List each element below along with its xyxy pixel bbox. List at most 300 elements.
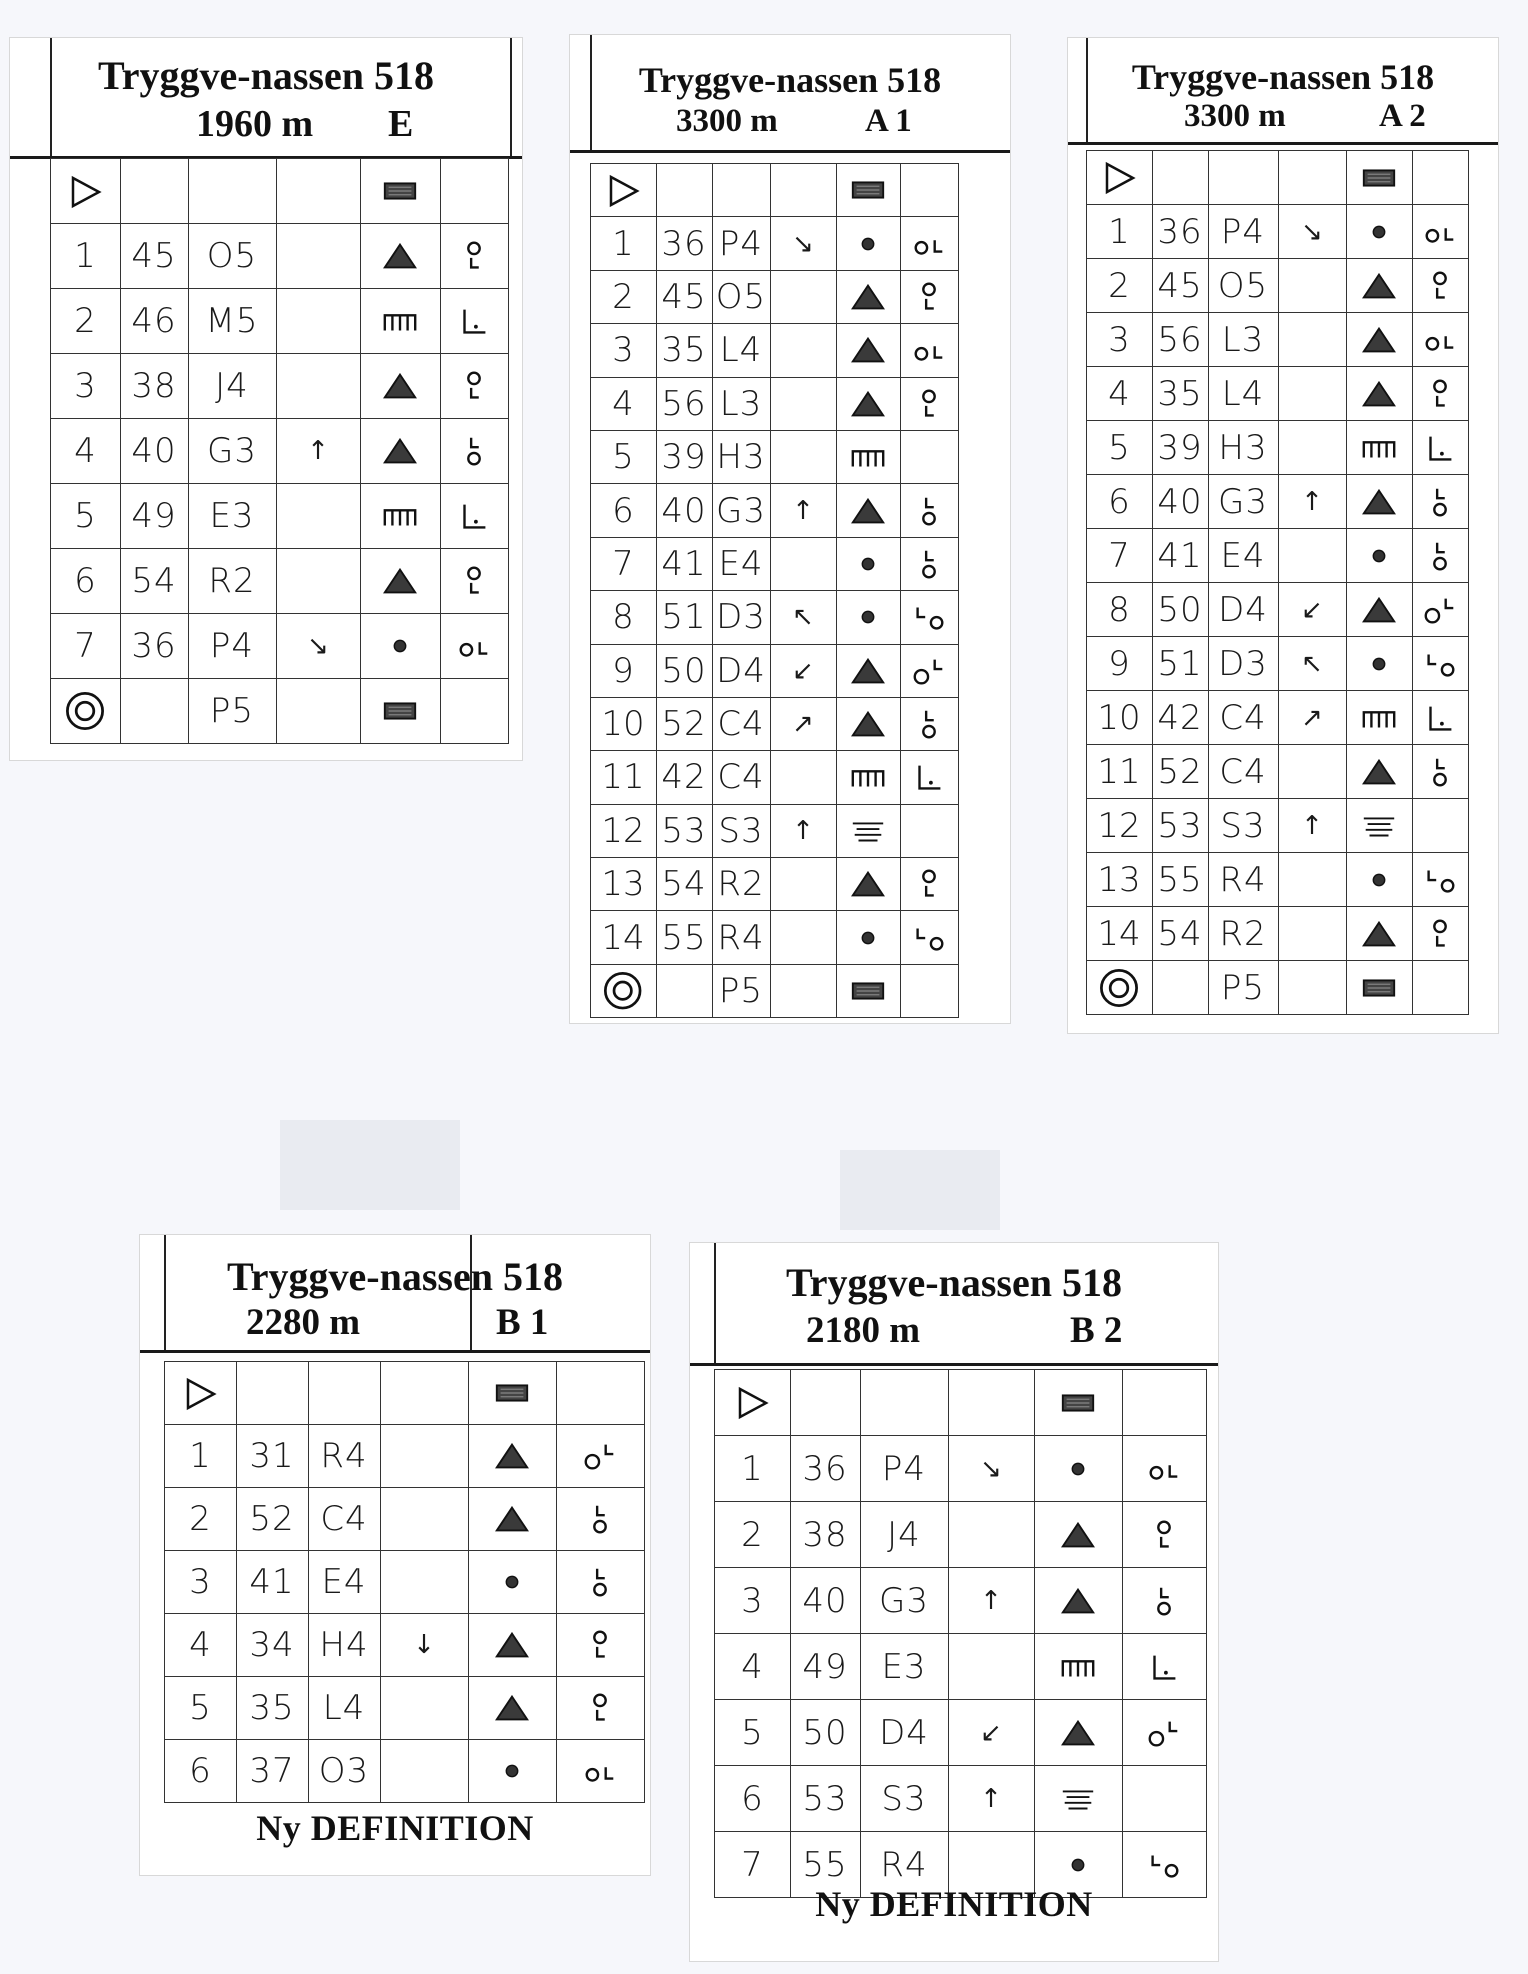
control-number: 11	[1086, 745, 1152, 799]
flag-position-o-over-l-icon	[1412, 259, 1468, 313]
direction-arrow-icon	[770, 377, 836, 430]
control-number: 4	[164, 1614, 236, 1677]
control-code	[1152, 151, 1208, 205]
control-number: 2	[714, 1502, 790, 1568]
flag-position-l-over-o-icon	[900, 697, 958, 750]
control-number: 11	[590, 751, 656, 804]
flag-position-icon	[900, 430, 958, 483]
control-code: 49	[790, 1634, 860, 1700]
map-square: R4	[712, 911, 770, 964]
flag-position-l-over-o-icon	[556, 1551, 644, 1614]
direction-arrow-icon: ↘	[276, 614, 360, 679]
margin-cell	[10, 484, 50, 549]
control-number: 5	[714, 1700, 790, 1766]
control-row	[10, 354, 508, 419]
flag-position-ol-icon	[556, 1740, 644, 1803]
boulder-triangle-icon	[836, 644, 900, 697]
direction-arrow-icon	[276, 679, 360, 744]
control-code: 40	[656, 484, 712, 537]
map-square: D4	[1208, 583, 1278, 637]
course-title: Tryggve-nassen 518	[227, 1254, 563, 1299]
flag-position-ol-icon	[900, 324, 958, 377]
margin-cell	[570, 377, 590, 430]
flag-position-o-over-l-icon	[440, 354, 508, 419]
control-row	[570, 484, 958, 537]
direction-arrow-icon: ↗	[1278, 691, 1346, 745]
control-row	[1068, 367, 1468, 421]
control-number: 8	[590, 591, 656, 644]
margin-cell	[1068, 313, 1086, 367]
map-square: D3	[712, 591, 770, 644]
direction-arrow-icon	[770, 537, 836, 590]
flag-position-o-over-l-icon	[556, 1677, 644, 1740]
control-code: 53	[1152, 799, 1208, 853]
finish-circle-icon	[50, 679, 120, 744]
margin-cell	[690, 1502, 714, 1568]
fence-symbol-icon	[360, 289, 440, 354]
control-code: 52	[656, 697, 712, 750]
control-number: 7	[590, 537, 656, 590]
direction-arrow-icon	[380, 1677, 468, 1740]
control-row	[570, 377, 958, 430]
card-header	[140, 1235, 650, 1353]
control-row	[1068, 529, 1468, 583]
control-code: 54	[120, 549, 188, 614]
control-row	[140, 1677, 644, 1740]
course-code: B 1	[496, 1302, 549, 1343]
control-card-B1	[140, 1235, 650, 1875]
control-row	[140, 1551, 644, 1614]
direction-arrow-icon	[1278, 421, 1346, 475]
direction-arrow-icon	[948, 1370, 1034, 1436]
map-square: D4	[860, 1700, 948, 1766]
boulder-triangle-icon	[468, 1614, 556, 1677]
control-number: 3	[50, 354, 120, 419]
boulder-triangle-icon	[1034, 1700, 1122, 1766]
control-code: 36	[790, 1436, 860, 1502]
flag-position-o-over-l-icon	[440, 224, 508, 289]
control-row	[570, 591, 958, 644]
fence-symbol-icon	[1346, 421, 1412, 475]
finish-row	[1068, 961, 1468, 1015]
map-square: G3	[860, 1568, 948, 1634]
flag-position-ol-up-icon	[900, 644, 958, 697]
boulder-triangle-icon	[836, 324, 900, 377]
boulder-triangle-icon	[1346, 475, 1412, 529]
margin-cell	[690, 1700, 714, 1766]
dot-feature-icon	[836, 591, 900, 644]
margin-cell	[570, 430, 590, 483]
control-card-A2	[1068, 38, 1498, 1033]
margin-cell	[690, 1436, 714, 1502]
course-length: 3300 m	[1184, 98, 1286, 134]
finish-row	[10, 679, 508, 744]
flag-position-ol-up-icon	[556, 1425, 644, 1488]
control-code: 34	[236, 1614, 308, 1677]
control-number: 9	[1086, 637, 1152, 691]
description-table	[10, 158, 509, 744]
control-number: 6	[1086, 475, 1152, 529]
flag-position-l-over-o-icon	[900, 537, 958, 590]
map-square: S3	[712, 804, 770, 857]
description-table	[140, 1361, 645, 1803]
control-row	[10, 549, 508, 614]
map-square	[1208, 151, 1278, 205]
control-code: 35	[1152, 367, 1208, 421]
direction-arrow-icon	[380, 1425, 468, 1488]
control-code: 45	[1152, 259, 1208, 313]
boulder-triangle-icon	[836, 697, 900, 750]
flag-position-icon	[1412, 961, 1468, 1015]
control-number: 4	[1086, 367, 1152, 421]
dot-feature-icon	[468, 1551, 556, 1614]
control-row	[140, 1740, 644, 1803]
margin-cell	[140, 1677, 164, 1740]
flag-position-l-over-o-icon	[1122, 1568, 1206, 1634]
flag-position-lo-icon	[900, 911, 958, 964]
flag-position-l-over-o-icon	[440, 419, 508, 484]
course-code: E	[388, 103, 414, 145]
control-code	[120, 159, 188, 224]
start-triangle-icon	[50, 159, 120, 224]
control-row	[10, 289, 508, 354]
control-code: 37	[236, 1740, 308, 1803]
margin-cell	[1068, 745, 1086, 799]
direction-arrow-icon: ↑	[276, 419, 360, 484]
control-number: 14	[1086, 907, 1152, 961]
direction-arrow-icon	[380, 1362, 468, 1425]
margin-cell	[140, 1740, 164, 1803]
control-code: 36	[120, 614, 188, 679]
control-code: 46	[120, 289, 188, 354]
control-row	[570, 430, 958, 483]
control-number: 13	[1086, 853, 1152, 907]
control-code: 56	[656, 377, 712, 430]
control-number: 1	[714, 1436, 790, 1502]
direction-arrow-icon	[770, 270, 836, 323]
direction-arrow-icon: ↑	[770, 804, 836, 857]
control-number: 3	[590, 324, 656, 377]
flag-position-ol-up-icon	[1122, 1700, 1206, 1766]
control-number: 10	[1086, 691, 1152, 745]
control-row	[1068, 637, 1468, 691]
control-row	[1068, 259, 1468, 313]
margin-cell	[1068, 853, 1086, 907]
map-square: O3	[308, 1740, 380, 1803]
direction-arrow-icon	[276, 289, 360, 354]
margin-cell	[1068, 475, 1086, 529]
margin-cell	[570, 964, 590, 1017]
control-number: 4	[714, 1634, 790, 1700]
control-number: 3	[1086, 313, 1152, 367]
control-code: 55	[790, 1832, 860, 1898]
control-code	[656, 964, 712, 1017]
flag-position-o-over-l-icon	[1122, 1502, 1206, 1568]
control-code: 51	[656, 591, 712, 644]
map-square: P5	[1208, 961, 1278, 1015]
direction-arrow-icon	[276, 549, 360, 614]
margin-cell	[1068, 637, 1086, 691]
control-row	[1068, 421, 1468, 475]
course-length: 3300 m	[676, 103, 778, 139]
direction-arrow-icon: ↗	[770, 697, 836, 750]
direction-arrow-icon	[1278, 367, 1346, 421]
control-row	[570, 911, 958, 964]
map-square: P4	[1208, 205, 1278, 259]
map-square: P5	[188, 679, 276, 744]
block-symbol-icon	[1346, 961, 1412, 1015]
control-row	[1068, 583, 1468, 637]
control-row	[1068, 853, 1468, 907]
margin-cell	[570, 644, 590, 697]
flag-position-l-dot-icon	[1412, 421, 1468, 475]
block-symbol-icon	[360, 679, 440, 744]
control-number: 12	[590, 804, 656, 857]
margin-cell	[690, 1370, 714, 1436]
dot-feature-icon	[836, 911, 900, 964]
margin-cell	[1068, 529, 1086, 583]
direction-arrow-icon: ↙	[1278, 583, 1346, 637]
control-code: 50	[790, 1700, 860, 1766]
fence-symbol-icon	[836, 751, 900, 804]
map-square: L4	[712, 324, 770, 377]
control-row	[1068, 313, 1468, 367]
direction-arrow-icon: ↑	[948, 1766, 1034, 1832]
direction-arrow-icon: ↖	[1278, 637, 1346, 691]
control-card-B2	[690, 1243, 1218, 1961]
boulder-triangle-icon	[1346, 907, 1412, 961]
fence-symbol-icon	[1346, 691, 1412, 745]
marsh-lines-icon	[1034, 1766, 1122, 1832]
direction-arrow-icon	[1278, 529, 1346, 583]
control-code: 53	[790, 1766, 860, 1832]
margin-cell	[570, 751, 590, 804]
boulder-triangle-icon	[360, 224, 440, 289]
flag-position-icon	[900, 964, 958, 1017]
control-number: 6	[164, 1740, 236, 1803]
direction-arrow-icon	[276, 159, 360, 224]
direction-arrow-icon	[380, 1551, 468, 1614]
flag-position-lo-icon	[1412, 853, 1468, 907]
control-code: 54	[1152, 907, 1208, 961]
control-code: 31	[236, 1425, 308, 1488]
map-square	[712, 164, 770, 217]
map-square: E4	[1208, 529, 1278, 583]
boulder-triangle-icon	[836, 377, 900, 430]
control-number: 9	[590, 644, 656, 697]
flag-position-l-over-o-icon	[556, 1488, 644, 1551]
control-number: 7	[50, 614, 120, 679]
block-symbol-icon	[836, 964, 900, 1017]
margin-cell	[140, 1425, 164, 1488]
start-row	[140, 1362, 644, 1425]
control-row	[570, 324, 958, 377]
map-square: L4	[308, 1677, 380, 1740]
boulder-triangle-icon	[1346, 745, 1412, 799]
margin-cell	[10, 224, 50, 289]
map-square: O5	[1208, 259, 1278, 313]
map-square: L3	[712, 377, 770, 430]
control-code: 35	[656, 324, 712, 377]
fence-symbol-icon	[360, 484, 440, 549]
control-code: 42	[656, 751, 712, 804]
margin-cell	[570, 164, 590, 217]
control-number: 1	[164, 1425, 236, 1488]
direction-arrow-icon: ↙	[948, 1700, 1034, 1766]
flag-position-l-dot-icon	[440, 289, 508, 354]
map-square: G3	[188, 419, 276, 484]
scan-shadow	[840, 1150, 1000, 1230]
margin-cell	[570, 537, 590, 590]
course-code: A 1	[865, 103, 912, 139]
boulder-triangle-icon	[360, 549, 440, 614]
control-row	[570, 697, 958, 750]
map-square: C4	[1208, 745, 1278, 799]
control-code: 50	[1152, 583, 1208, 637]
flag-position-ol-icon	[1122, 1436, 1206, 1502]
course-title: Tryggve-nassen 518	[98, 53, 434, 98]
control-number: 6	[714, 1766, 790, 1832]
start-row	[10, 159, 508, 224]
map-square: E3	[188, 484, 276, 549]
dot-feature-icon	[360, 614, 440, 679]
control-code: 42	[1152, 691, 1208, 745]
boulder-triangle-icon	[468, 1677, 556, 1740]
direction-arrow-icon	[948, 1634, 1034, 1700]
control-number: 1	[50, 224, 120, 289]
flag-position-l-over-o-icon	[1412, 529, 1468, 583]
margin-cell	[1068, 259, 1086, 313]
margin-cell	[1068, 367, 1086, 421]
dot-feature-icon	[1346, 529, 1412, 583]
boulder-triangle-icon	[468, 1425, 556, 1488]
control-row	[10, 614, 508, 679]
start-triangle-icon	[714, 1370, 790, 1436]
control-row	[1068, 745, 1468, 799]
flag-position-ol-icon	[1412, 313, 1468, 367]
control-row	[570, 644, 958, 697]
control-number: 5	[1086, 421, 1152, 475]
map-square: H3	[712, 430, 770, 483]
control-number: 8	[1086, 583, 1152, 637]
direction-arrow-icon	[770, 164, 836, 217]
direction-arrow-icon	[276, 354, 360, 419]
course-length: 2180 m	[806, 1310, 921, 1351]
direction-arrow-icon	[770, 751, 836, 804]
course-code: A 2	[1379, 98, 1426, 134]
control-number: 4	[50, 419, 120, 484]
start-row	[570, 164, 958, 217]
map-square: G3	[712, 484, 770, 537]
flag-position-l-over-o-icon	[1412, 745, 1468, 799]
control-code: 40	[120, 419, 188, 484]
course-title: Tryggve-nassen 518	[1131, 57, 1435, 97]
map-square: O5	[712, 270, 770, 323]
control-code: 53	[656, 804, 712, 857]
control-number: 6	[590, 484, 656, 537]
boulder-triangle-icon	[836, 270, 900, 323]
margin-cell	[140, 1488, 164, 1551]
block-symbol-icon	[360, 159, 440, 224]
margin-cell	[10, 159, 50, 224]
boulder-triangle-icon	[1346, 259, 1412, 313]
flag-position-ol-icon	[1412, 205, 1468, 259]
margin-cell	[570, 804, 590, 857]
direction-arrow-icon	[1278, 961, 1346, 1015]
control-row	[570, 858, 958, 911]
map-square: H3	[1208, 421, 1278, 475]
margin-cell	[1068, 961, 1086, 1015]
flag-position-icon	[1122, 1766, 1206, 1832]
direction-arrow-icon	[770, 858, 836, 911]
map-square: R2	[712, 858, 770, 911]
margin-cell	[1068, 151, 1086, 205]
map-square	[308, 1362, 380, 1425]
control-row	[1068, 475, 1468, 529]
margin-cell	[570, 324, 590, 377]
control-number: 3	[714, 1568, 790, 1634]
flag-position-icon	[1412, 799, 1468, 853]
margin-cell	[140, 1362, 164, 1425]
control-code: 55	[656, 911, 712, 964]
map-square: R4	[308, 1425, 380, 1488]
control-number: 1	[590, 217, 656, 270]
flag-position-lo-icon	[900, 591, 958, 644]
control-row	[1068, 799, 1468, 853]
direction-arrow-icon	[380, 1488, 468, 1551]
map-square: G3	[1208, 475, 1278, 529]
margin-cell	[570, 858, 590, 911]
flag-position-ol-up-icon	[1412, 583, 1468, 637]
control-number: 2	[164, 1488, 236, 1551]
direction-arrow-icon: ↑	[1278, 799, 1346, 853]
start-row	[1068, 151, 1468, 205]
map-square: C4	[712, 751, 770, 804]
control-number: 6	[50, 549, 120, 614]
map-square: R2	[1208, 907, 1278, 961]
course-length: 1960 m	[196, 103, 314, 145]
start-row	[690, 1370, 1206, 1436]
block-symbol-icon	[836, 164, 900, 217]
direction-arrow-icon: ↘	[1278, 205, 1346, 259]
control-number: 13	[590, 858, 656, 911]
block-symbol-icon	[1346, 151, 1412, 205]
control-number: 5	[590, 430, 656, 483]
margin-cell	[1068, 799, 1086, 853]
control-row	[690, 1502, 1206, 1568]
control-row	[140, 1425, 644, 1488]
control-number: 2	[590, 270, 656, 323]
marsh-lines-icon	[836, 804, 900, 857]
map-square: P4	[860, 1436, 948, 1502]
control-code	[120, 679, 188, 744]
control-code: 38	[790, 1502, 860, 1568]
control-code	[790, 1370, 860, 1436]
map-square: E4	[712, 537, 770, 590]
margin-cell	[570, 270, 590, 323]
block-symbol-icon	[1034, 1370, 1122, 1436]
map-square: L3	[1208, 313, 1278, 367]
footer-note: Ny DEFINITION	[256, 1808, 534, 1848]
map-square: P4	[712, 217, 770, 270]
margin-cell	[1068, 583, 1086, 637]
margin-cell	[10, 289, 50, 354]
margin-cell	[570, 484, 590, 537]
flag-position-icon	[440, 159, 508, 224]
flag-position-icon	[900, 164, 958, 217]
direction-arrow-icon: ↖	[770, 591, 836, 644]
card-header	[570, 35, 1010, 153]
